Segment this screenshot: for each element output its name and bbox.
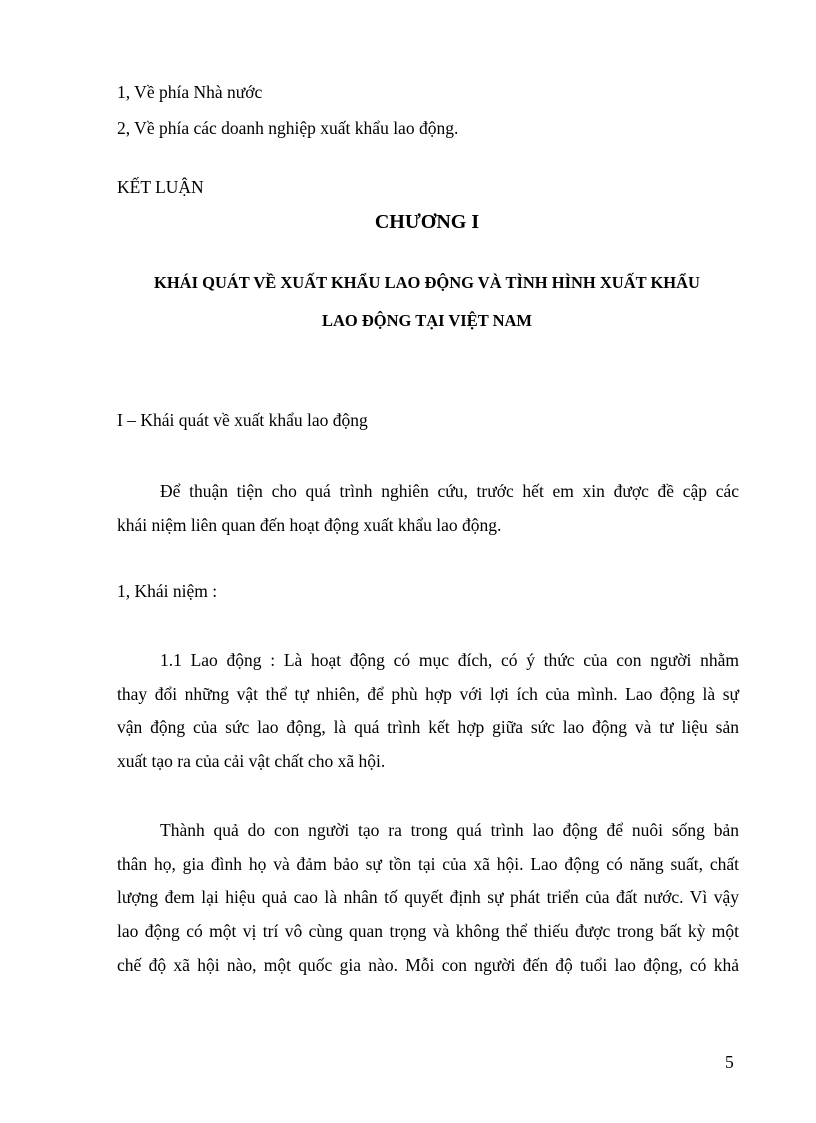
para2-line-3: lượng đem lại hiệu quả cao là nhân tố quyết định sự phát triển của đất nước. Vì vậy [117, 887, 739, 907]
toc-item-state: 1, Về phía Nhà nước [117, 82, 263, 102]
chapter-label: CHƯƠNG I [374, 211, 480, 233]
para1-line-1: 1.1 Lao động : Là hoạt động có mục đích, có ý thức của con người nhằm [160, 650, 739, 670]
para2-line-2: thân họ, gia đình họ và đảm bảo sự tồn tại của xã hội. Lao động có năng suất, chất [117, 854, 739, 874]
intro-line-1: Để thuận tiện cho quá trình nghiên cứu, trước hết em xin được đề cập các [160, 481, 739, 501]
intro-line-2: khái niệm liên quan đến hoạt động xuất khẩu lao động. [117, 515, 502, 535]
para2-line-4: lao động có một vị trí vô cùng quan trọng và không thể thiếu được trong bất kỳ một [117, 921, 739, 941]
chapter-title-line-2: LAO ĐỘNG TẠI VIỆT NAM [322, 311, 532, 330]
para2-line-5: chế độ xã hội nào, một quốc gia nào. Mỗi con người đến độ tuổi lao động, có khả [117, 955, 739, 975]
para2-line-1: Thành quả do con người tạo ra trong quá trình lao động để nuôi sống bản [160, 820, 739, 840]
section-heading: I – Khái quát về xuất khẩu lao động [117, 410, 368, 430]
para1-line-3: vận động của sức lao động, là quá trình kết hợp giữa sức lao động và tư liệu sản [117, 717, 739, 737]
para1-line-2: thay đổi những vật thể tự nhiên, để phù hợp với lợi ích của mình. Lao động là sự [117, 684, 739, 704]
para1-line-4: xuất tạo ra của cải vật chất cho xã hội. [117, 751, 386, 771]
toc-item-conclusion: KẾT LUẬN [117, 177, 204, 197]
chapter-title-line-1: KHÁI QUÁT VỀ XUẤT KHẨU LAO ĐỘNG VÀ TÌNH HÌNH XUẤT KHẨU [154, 273, 700, 292]
subheading-concept: 1, Khái niệm : [117, 581, 218, 601]
page-number: 5 [725, 1052, 734, 1072]
toc-item-enterprises: 2, Về phía các doanh nghiệp xuất khẩu lao động. [117, 118, 459, 138]
